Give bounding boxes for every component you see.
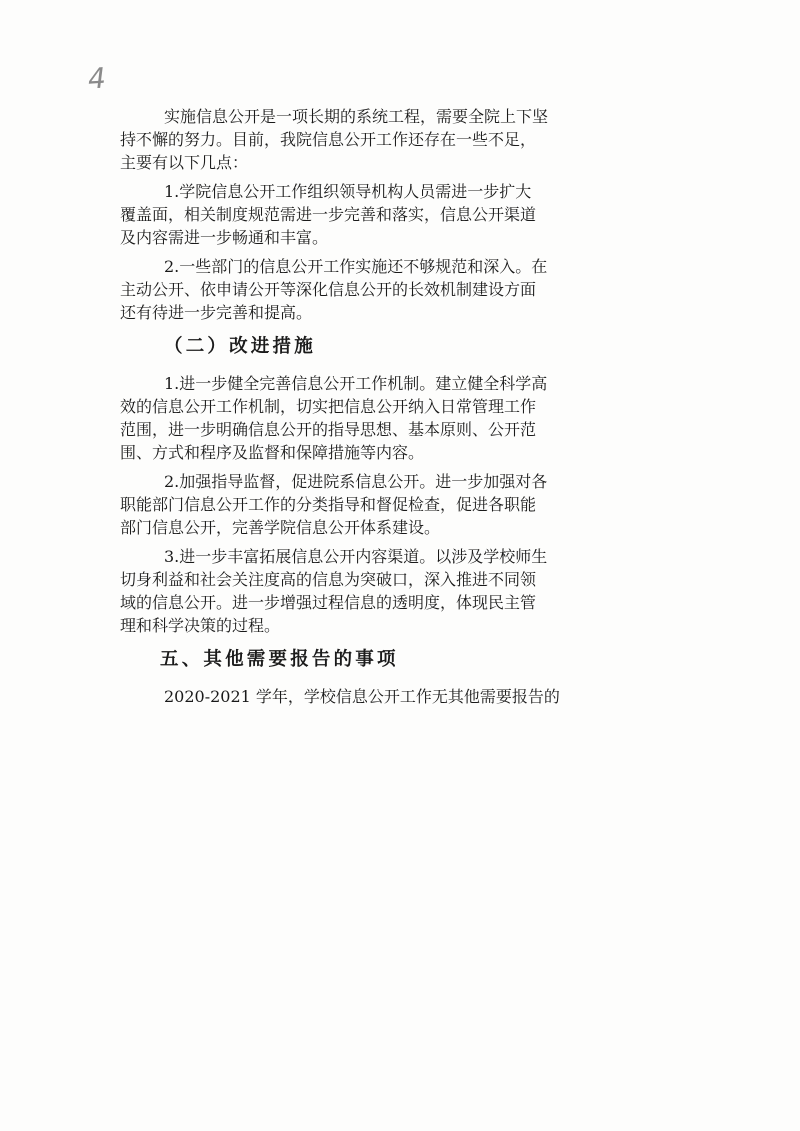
paragraph-issue-1 [120,179,686,248]
text-line: 2020-2021 学年，学校信息公开工作无其他需要报告的 [164,687,560,706]
text-line: 主动公开、依申请公开等深化信息公开的长效机制建设方面 [120,280,537,299]
text-line: 及内容需进一步畅通和丰富。 [120,228,329,247]
paragraph-measure-3 [120,544,686,636]
text-line: 效的信息公开工作机制，切实把信息公开纳入日常管理工作 [120,397,537,416]
text-line: 范围，进一步明确信息公开的指导思想、基本原则、公开范 [120,420,537,439]
text-line: 实施信息公开是一项长期的系统工程，需要全院上下坚 [164,107,549,126]
paragraph-intro [120,104,686,173]
section-heading-other-matters: 五、其他需要报告的事项 [160,649,399,670]
text-line: 3.进一步丰富拓展信息公开内容渠道。以涉及学校师生 [164,547,548,566]
paragraph-other-matters [120,684,686,707]
text-line: 切身利益和社会关注度高的信息为突破口，深入推进不同领 [120,570,537,589]
text-line: 覆盖面，相关制度规范需进一步完善和落实，信息公开渠道 [120,205,537,224]
paragraph-measure-2 [120,469,686,538]
text-line: 1.学院信息公开工作组织领导机构人员需进一步扩大 [164,182,532,201]
text-line: 职能部门信息公开工作的分类指导和督促检查，促进各职能 [120,495,537,514]
text-line: 2.一些部门的信息公开工作实施还不够规范和深入。在 [164,257,548,276]
text-line: 理和科学决策的过程。 [120,616,281,635]
text-line: 主要有以下几点： [120,153,249,172]
text-line: 域的信息公开。进一步增强过程信息的透明度，体现民主管 [120,593,537,612]
text-line: 还有待进一步完善和提高。 [120,303,313,322]
text-line: 围、方式和程序及监督和保障措施等内容。 [120,443,425,462]
section-heading-improvements: （二）改进措施 [164,336,316,357]
text-line: 2.加强指导监督，促进院系信息公开。进一步加强对各 [164,472,548,491]
text-line: 部门信息公开，完善学院信息公开体系建设。 [120,518,441,537]
handwritten-page-number: 4 [86,61,107,96]
text-line: 1.进一步健全完善信息公开工作机制。建立健全科学高 [164,374,548,393]
paragraph-issue-2 [120,254,686,323]
document-body [120,104,686,707]
text-line: 持不懈的努力。目前，我院信息公开工作还存在一些不足， [120,130,537,149]
paragraph-measure-1 [120,371,686,463]
